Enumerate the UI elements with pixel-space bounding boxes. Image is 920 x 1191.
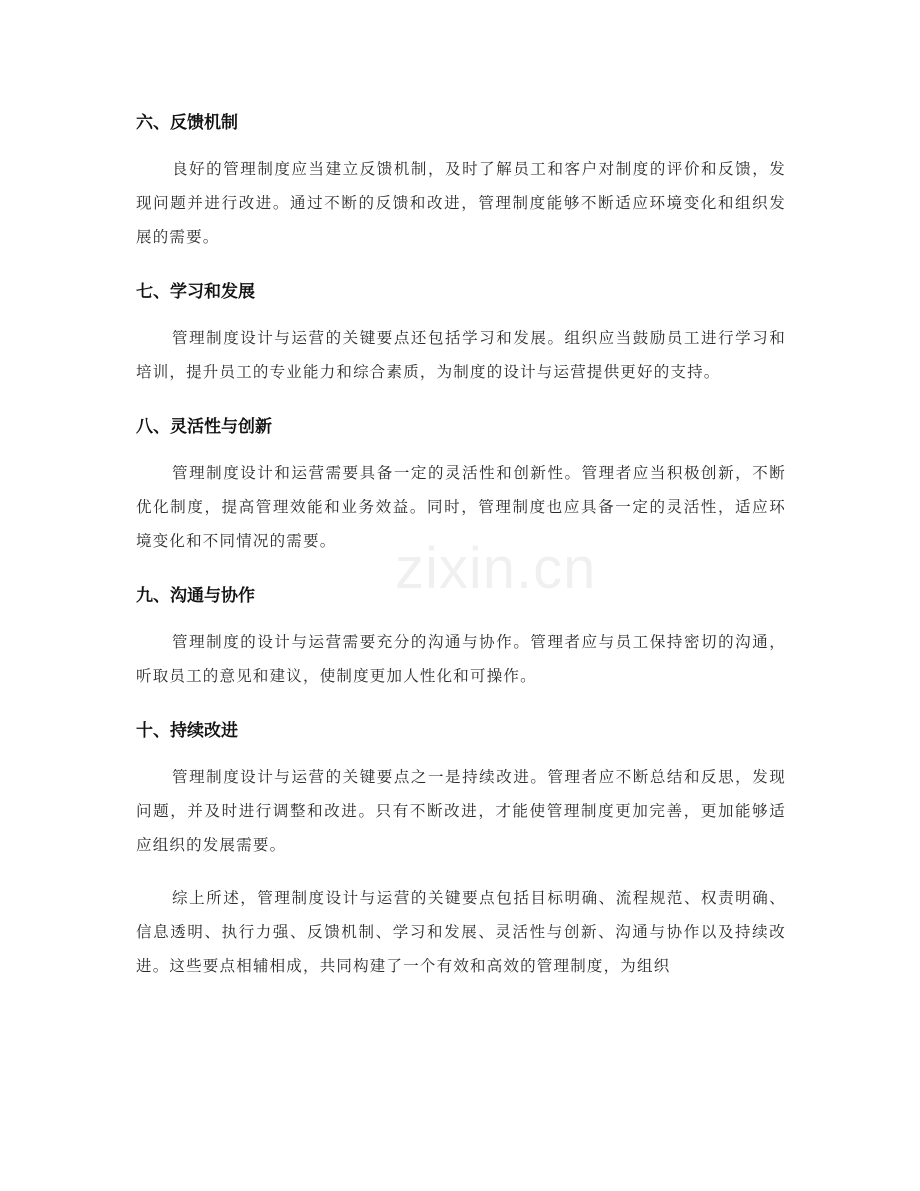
- section-heading-improvement: 十、持续改进: [136, 721, 238, 741]
- section-heading-flexibility: 八、灵活性与创新: [136, 417, 272, 437]
- section-heading-learning: 七、学习和发展: [136, 282, 255, 302]
- section-paragraph-improvement: 管理制度设计与运营的关键要点之一是持续改进。管理者应不断总结和反思，发现问题，并及时进行调整和改进。只有不断改进，才能使管理制度更加完善，更加能够适应组织的发展需要。: [136, 768, 786, 854]
- section-paragraph-feedback: 良好的管理制度应当建立反馈机制，及时了解员工和客户对制度的评价和反馈，发现问题并进行改进。通过不断的反馈和改进，管理制度能够不断适应环境变化和组织发展的需要。: [136, 160, 786, 246]
- document-content: [136, 104, 786, 1002]
- watermark-text: zixin.cn: [395, 536, 597, 601]
- section-heading-feedback: 六、反馈机制: [136, 113, 238, 133]
- section-paragraph-communication: 管理制度的设计与运营需要充分的沟通与协作。管理者应与员工保持密切的沟通，听取员工的意见和建议，使制度更加人性化和可操作。: [136, 633, 786, 685]
- section-paragraph-flexibility: 管理制度设计和运营需要具备一定的灵活性和创新性。管理者应当积极创新，不断优化制度，提高管理效能和业务效益。同时，管理制度也应具备一定的灵活性，适应环境变化和不同情况的需要。: [136, 464, 786, 550]
- section-paragraph-learning: 管理制度设计与运营的关键要点还包括学习和发展。组织应当鼓励员工进行学习和培训，提升员工的专业能力和综合素质，为制度的设计与运营提供更好的支持。: [136, 329, 786, 381]
- summary-paragraph: 综上所述，管理制度设计与运营的关键要点包括目标明确、流程规范、权责明确、信息透明、执行力强、反馈机制、学习和发展、灵活性与创新、沟通与协作以及持续改进。这些要点相辅相成，共同构建了一个有效和高效的管理制度，为组织: [136, 889, 786, 975]
- section-heading-communication: 九、沟通与协作: [136, 586, 255, 606]
